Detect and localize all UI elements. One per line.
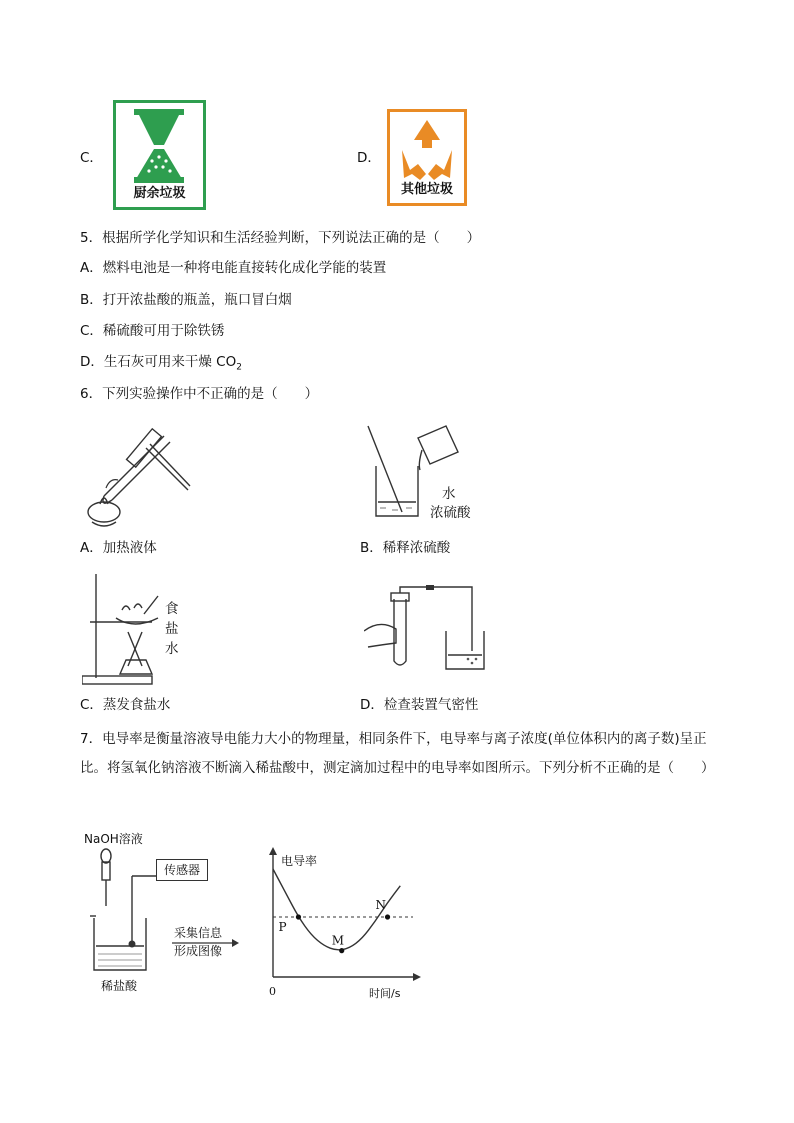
origin-label: 0: [269, 985, 276, 998]
q6c-label-3: 水: [165, 641, 179, 657]
point-label-p: P: [278, 920, 287, 934]
q6-option-c: C．蒸发食盐水: [80, 697, 171, 713]
q5-option-d: [80, 352, 242, 378]
point-p: [296, 914, 301, 919]
q6-option-b: B．稀释浓硫酸: [360, 540, 451, 556]
y-axis-arrow: [269, 847, 277, 855]
point-label-n: N: [375, 898, 387, 912]
arrow-top-label: 采集信息: [174, 926, 223, 940]
sensor-box: [156, 859, 208, 881]
arrow-bottom-label: 形成图像: [174, 944, 223, 958]
q5-option-a: A．燃料电池是一种将电能直接转化成化学能的装置: [80, 260, 387, 276]
q6b-water-label: 水: [442, 486, 456, 502]
q5-stem: 5．根据所学化学知识和生活经验判断，下列说法正确的是（ ）: [80, 230, 481, 246]
q6-option-a: A．加热液体: [80, 540, 157, 556]
x-axis-arrow: [413, 973, 421, 981]
other-waste-sign: [387, 109, 467, 206]
conductivity-chart: [255, 845, 425, 1005]
q6c-label-2: 盐: [165, 621, 179, 637]
point-n: [385, 914, 390, 919]
y-axis-label: 电导率: [281, 854, 318, 868]
heating-liquid-figure: [78, 418, 198, 530]
naoh-label: NaOH溶液: [84, 832, 143, 846]
q6c-label-1: 食: [165, 601, 179, 617]
q5-option-d-text: D．生石灰可用来干燥 CO: [80, 354, 237, 370]
kitchen-waste-sign: [113, 100, 206, 210]
option-d-letter: D．: [357, 150, 381, 166]
hcl-label: 稀盐酸: [101, 979, 138, 993]
q6-option-d: D．检查装置气密性: [360, 697, 479, 713]
q5-option-b: B．打开浓盐酸的瓶盖，瓶口冒白烟: [80, 292, 292, 308]
q6-stem: 6．下列实验操作中不正确的是（ ）: [80, 386, 319, 402]
x-axis-label: 时间/s: [369, 987, 401, 1000]
point-label-m: M: [331, 933, 345, 948]
option-c-letter: C．: [80, 150, 103, 166]
kitchen-waste-label: 厨余垃圾: [133, 186, 186, 201]
q5-option-d-subscript: 2: [236, 362, 242, 373]
other-waste-label: 其他垃圾: [400, 182, 453, 197]
sensor-label: 传感器: [163, 863, 200, 877]
q6b-acid-label: 浓硫酸: [430, 505, 471, 521]
q5-option-c: C．稀硫酸可用于除铁锈: [80, 323, 225, 339]
point-m: [339, 948, 344, 953]
q7-stem: 7．电导率是衡量溶液导电能力大小的物理量，相同条件下，电导率与离子浓度(单位体积内的离子数)呈正比。将氢氧化钠溶液不断滴入稀盐酸中，测定滴加过程中的电导率如图所示。下列分析不正确的是（ ）: [80, 731, 715, 776]
airtightness-figure: [364, 585, 494, 677]
